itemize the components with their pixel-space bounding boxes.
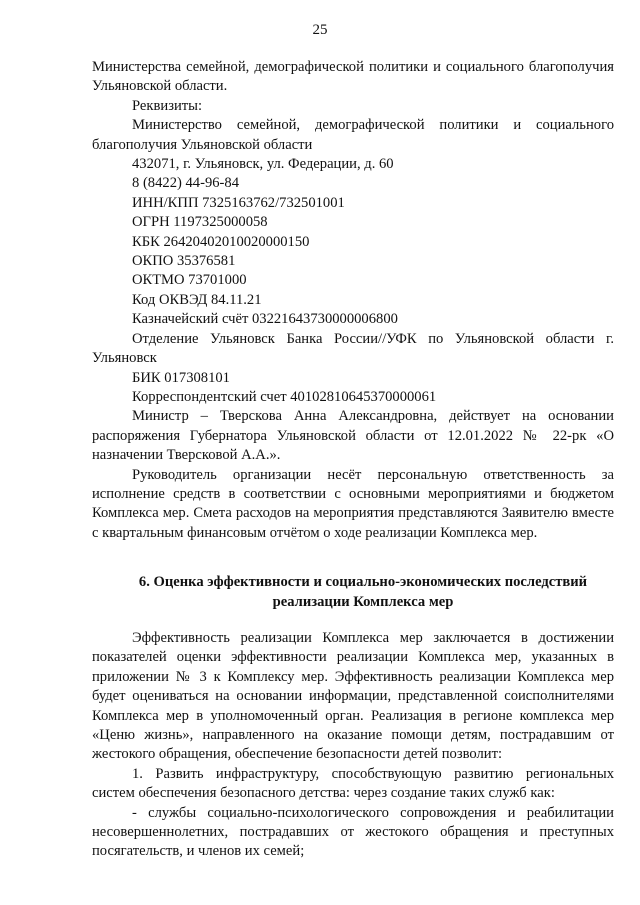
requisite-ogrn: ОГРН 1197325000058: [132, 214, 268, 231]
paragraph-ministry-intro: Министерства семейной, демографической политики и социального благополучия Ульяновской области.: [92, 59, 614, 95]
section-heading: 6. Оценка эффективности и социально-экономических последствий реализации Комплекса мер: [138, 574, 588, 610]
requisite-address: 432071, г. Ульяновск, ул. Федерации, д. 60: [132, 156, 394, 173]
document-body: [92, 58, 614, 862]
requisite-oktmo: ОКТМО 73701000: [132, 272, 247, 289]
paragraph-responsibility: Руководитель организации несёт персональную ответственность за исполнение средств в соответствии с основными мероприятиями и бюджетом Комплекса мер. Смета расходов на мероприятия представляются Заявителю вместе с квартальным финансовым отчётом о ходе реализации Комплекса мер.: [92, 466, 614, 541]
requisite-okved: Код ОКВЭД 84.11.21: [132, 291, 262, 308]
page-number: 25: [312, 22, 328, 38]
paragraph-services: - службы социально-психологического сопровождения и реабилитации несовершеннолетних, пострадавших от жестокого обращения и преступных посягательств, и членов их семей;: [92, 804, 614, 860]
requisite-bank: Отделение Ульяновск Банка России//УФК по Ульяновской области г. Ульяновск: [92, 330, 614, 367]
requisite-bik: БИК 017308101: [132, 369, 230, 386]
requisite-okpo: ОКПО 35376581: [132, 253, 236, 270]
paragraph-infrastructure: 1. Развить инфраструктуру, способствующую развитию региональных систем обеспечения безопасного детства: через создание таких служб как:: [92, 765, 614, 802]
requisite-inn: ИНН/КПП 7325163762/732501001: [132, 194, 345, 211]
requisite-kbk: КБК 26420402010020000150: [132, 233, 310, 250]
requisite-treasury-account: Казначейский счёт 03221643730000006800: [132, 311, 398, 328]
requisite-corr-account: Корреспондентский счет 40102810645370000061: [132, 388, 437, 405]
requisite-phone: 8 (8422) 44-96-84: [132, 175, 240, 192]
paragraph-requisites-label: Реквизиты:: [132, 97, 203, 114]
paragraph-efficiency: Эффективность реализации Комплекса мер заключается в достижении показателей оценки эффективности реализации Комплекса мер, указанных в приложении № 3 к Комплексу мер. Эффективность реализации Комплекса мер будет оцениваться на основании информации, представленной соисполнителями Комплекса мер в уполномоченный орган. Реализация в регионе комплекса мер «Ценю жизнь», направленного на оказание помощи детям, пострадавшим от жестокого обращения, обеспечение безопасности детей позволит:: [92, 629, 614, 763]
paragraph-minister: Министр – Тверскова Анна Александровна, действует на основании распоряжения Губернатора Ульяновской области от 12.01.2022 № 22-рк «О назначении Тверсковой А.А.».: [92, 408, 614, 464]
paragraph-ministry-name: Министерство семейной, демографической политики и социального благополучия Ульяновской области: [92, 117, 614, 153]
